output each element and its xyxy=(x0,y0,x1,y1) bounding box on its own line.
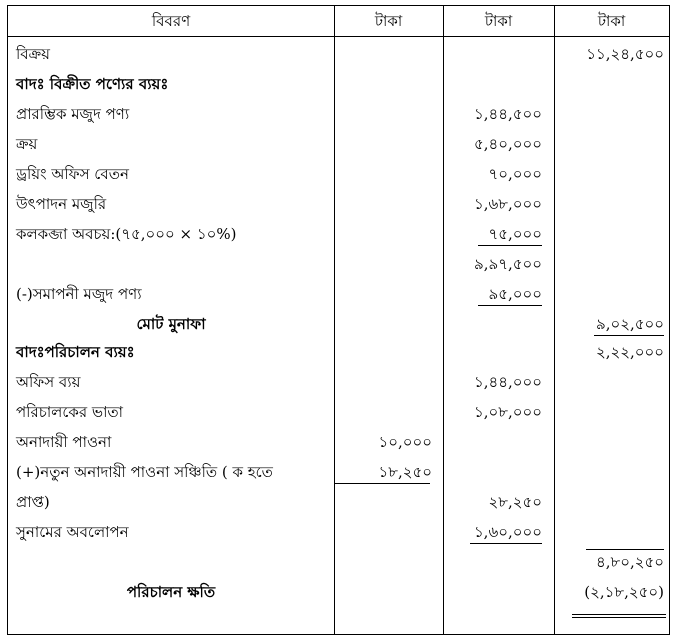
row-label: অফিস ব্যয় xyxy=(16,373,81,391)
amount-c2 xyxy=(448,340,542,364)
column-divider xyxy=(334,6,335,634)
row-label: অনাদায়ী পাওনা xyxy=(16,433,112,451)
header-amount-2: টাকা xyxy=(484,12,513,30)
amount-c3 xyxy=(558,162,664,186)
amount-c3 xyxy=(558,222,664,246)
amount-c1 xyxy=(338,222,432,246)
subtotal-rule xyxy=(478,305,542,306)
row-label: সুনামের অবলোপন xyxy=(16,523,129,541)
row-label: কলকব্জা অবচয়:(৭৫,০০০ × ১০%) xyxy=(16,225,237,243)
amount-c2: ৭৫,০০০ xyxy=(488,225,542,243)
amount-c3: ২,২২,০০০ xyxy=(595,343,664,361)
amount-c2: ১,০৮,০০০ xyxy=(473,403,542,421)
amount-c2: ১,৪৪,০০০ xyxy=(474,373,542,391)
amount-c1 xyxy=(338,490,432,514)
amount-c2 xyxy=(448,72,542,96)
income-statement-table xyxy=(7,5,670,635)
amount-c3: ৯,০২,৫০০ xyxy=(595,315,664,333)
amount-c3 xyxy=(558,400,664,424)
amount-c3 xyxy=(558,72,664,96)
amount-c3: (২,১৮,২৫০) xyxy=(584,583,664,601)
row-label: ড্রয়িং অফিস বেতন xyxy=(16,165,129,183)
header-divider xyxy=(8,36,669,37)
amount-c1 xyxy=(338,312,432,336)
amount-c3 xyxy=(558,192,664,216)
row-label: বাদঃ বিক্রীত পণ্যের ব্যয়ঃ xyxy=(16,75,169,93)
amount-c1 xyxy=(338,370,432,394)
amount-c3 xyxy=(558,282,664,306)
amount-c2 xyxy=(448,460,542,484)
subtotal-rule xyxy=(478,245,542,246)
amount-c3 xyxy=(558,132,664,156)
row-label: মোট মুনাফা xyxy=(136,315,206,333)
row-label: প্রাপ্ত) xyxy=(16,493,50,511)
row-label: পরিচালকের ভাতা xyxy=(16,403,124,421)
amount-c2 xyxy=(448,550,542,574)
header-amount-3: টাকা xyxy=(597,12,626,30)
row-label: প্রারম্ভিক মজুদ পণ্য xyxy=(16,105,130,123)
header-description: বিবরণ xyxy=(151,12,191,30)
amount-c2 xyxy=(448,312,542,336)
amount-c1 xyxy=(338,162,432,186)
subtotal-rule xyxy=(334,483,430,484)
row-label: ক্রয় xyxy=(16,135,38,153)
amount-c3 xyxy=(558,520,664,544)
row-label: উৎপাদন মজুরি xyxy=(16,195,107,213)
amount-c2 xyxy=(448,430,542,454)
amount-c1 xyxy=(338,192,432,216)
row-label: বাদঃপরিচালন ব্যয়ঃ xyxy=(16,343,135,361)
subtotal-rule xyxy=(586,549,664,550)
amount-c3 xyxy=(558,252,664,276)
amount-c2: ১,৪৪,৫০০ xyxy=(474,105,542,123)
amount-c2: ৭০,০০০ xyxy=(488,165,542,183)
amount-c2: ৯,৯৭,৫০০ xyxy=(474,255,542,273)
amount-c3: ৪,৮০,২৫০ xyxy=(596,553,664,571)
amount-c1 xyxy=(338,580,432,604)
amount-c1 xyxy=(338,132,432,156)
row-label: (+)নতুন অনাদায়ী পাওনা সঞ্চিতি ( ক হতে xyxy=(16,463,273,481)
amount-c3: ১১,২৪,৫০০ xyxy=(586,45,664,63)
amount-c3 xyxy=(558,370,664,394)
amount-c3 xyxy=(558,102,664,126)
amount-c2: ১,৬০,০০০ xyxy=(473,523,542,541)
amount-c1 xyxy=(338,520,432,544)
amount-c3 xyxy=(558,490,664,514)
row-label: পরিচালন ক্ষতি xyxy=(126,583,216,601)
amount-c1 xyxy=(338,340,432,364)
subtotal-rule xyxy=(470,543,542,544)
amount-c2 xyxy=(448,42,542,66)
final-double-rule xyxy=(572,614,666,618)
amount-c1 xyxy=(338,400,432,424)
row-label: (-)সমাপনী মজুদ পণ্য xyxy=(16,285,142,303)
amount-c1: ১৮,২৫০ xyxy=(378,463,432,481)
row-label: বিক্রয় xyxy=(16,45,51,63)
column-divider xyxy=(554,6,555,634)
amount-c1 xyxy=(338,42,432,66)
amount-c1 xyxy=(338,252,432,276)
header-amount-1: টাকা xyxy=(374,12,403,30)
amount-c1 xyxy=(338,72,432,96)
amount-c2 xyxy=(448,580,542,604)
amount-c2: ৯৫,০০০ xyxy=(488,285,542,303)
amount-c1 xyxy=(338,102,432,126)
subtotal-rule xyxy=(594,335,664,336)
amount-c2: ৫,৪০,০০০ xyxy=(473,135,542,153)
amount-c1: ১০,০০০ xyxy=(378,433,432,451)
amount-c3 xyxy=(558,460,664,484)
amount-c1 xyxy=(338,282,432,306)
amount-c2: ১,৬৮,০০০ xyxy=(473,195,542,213)
column-divider xyxy=(443,6,444,634)
amount-c2: ২৮,২৫০ xyxy=(488,493,542,511)
amount-c3 xyxy=(558,430,664,454)
amount-c1 xyxy=(338,550,432,574)
